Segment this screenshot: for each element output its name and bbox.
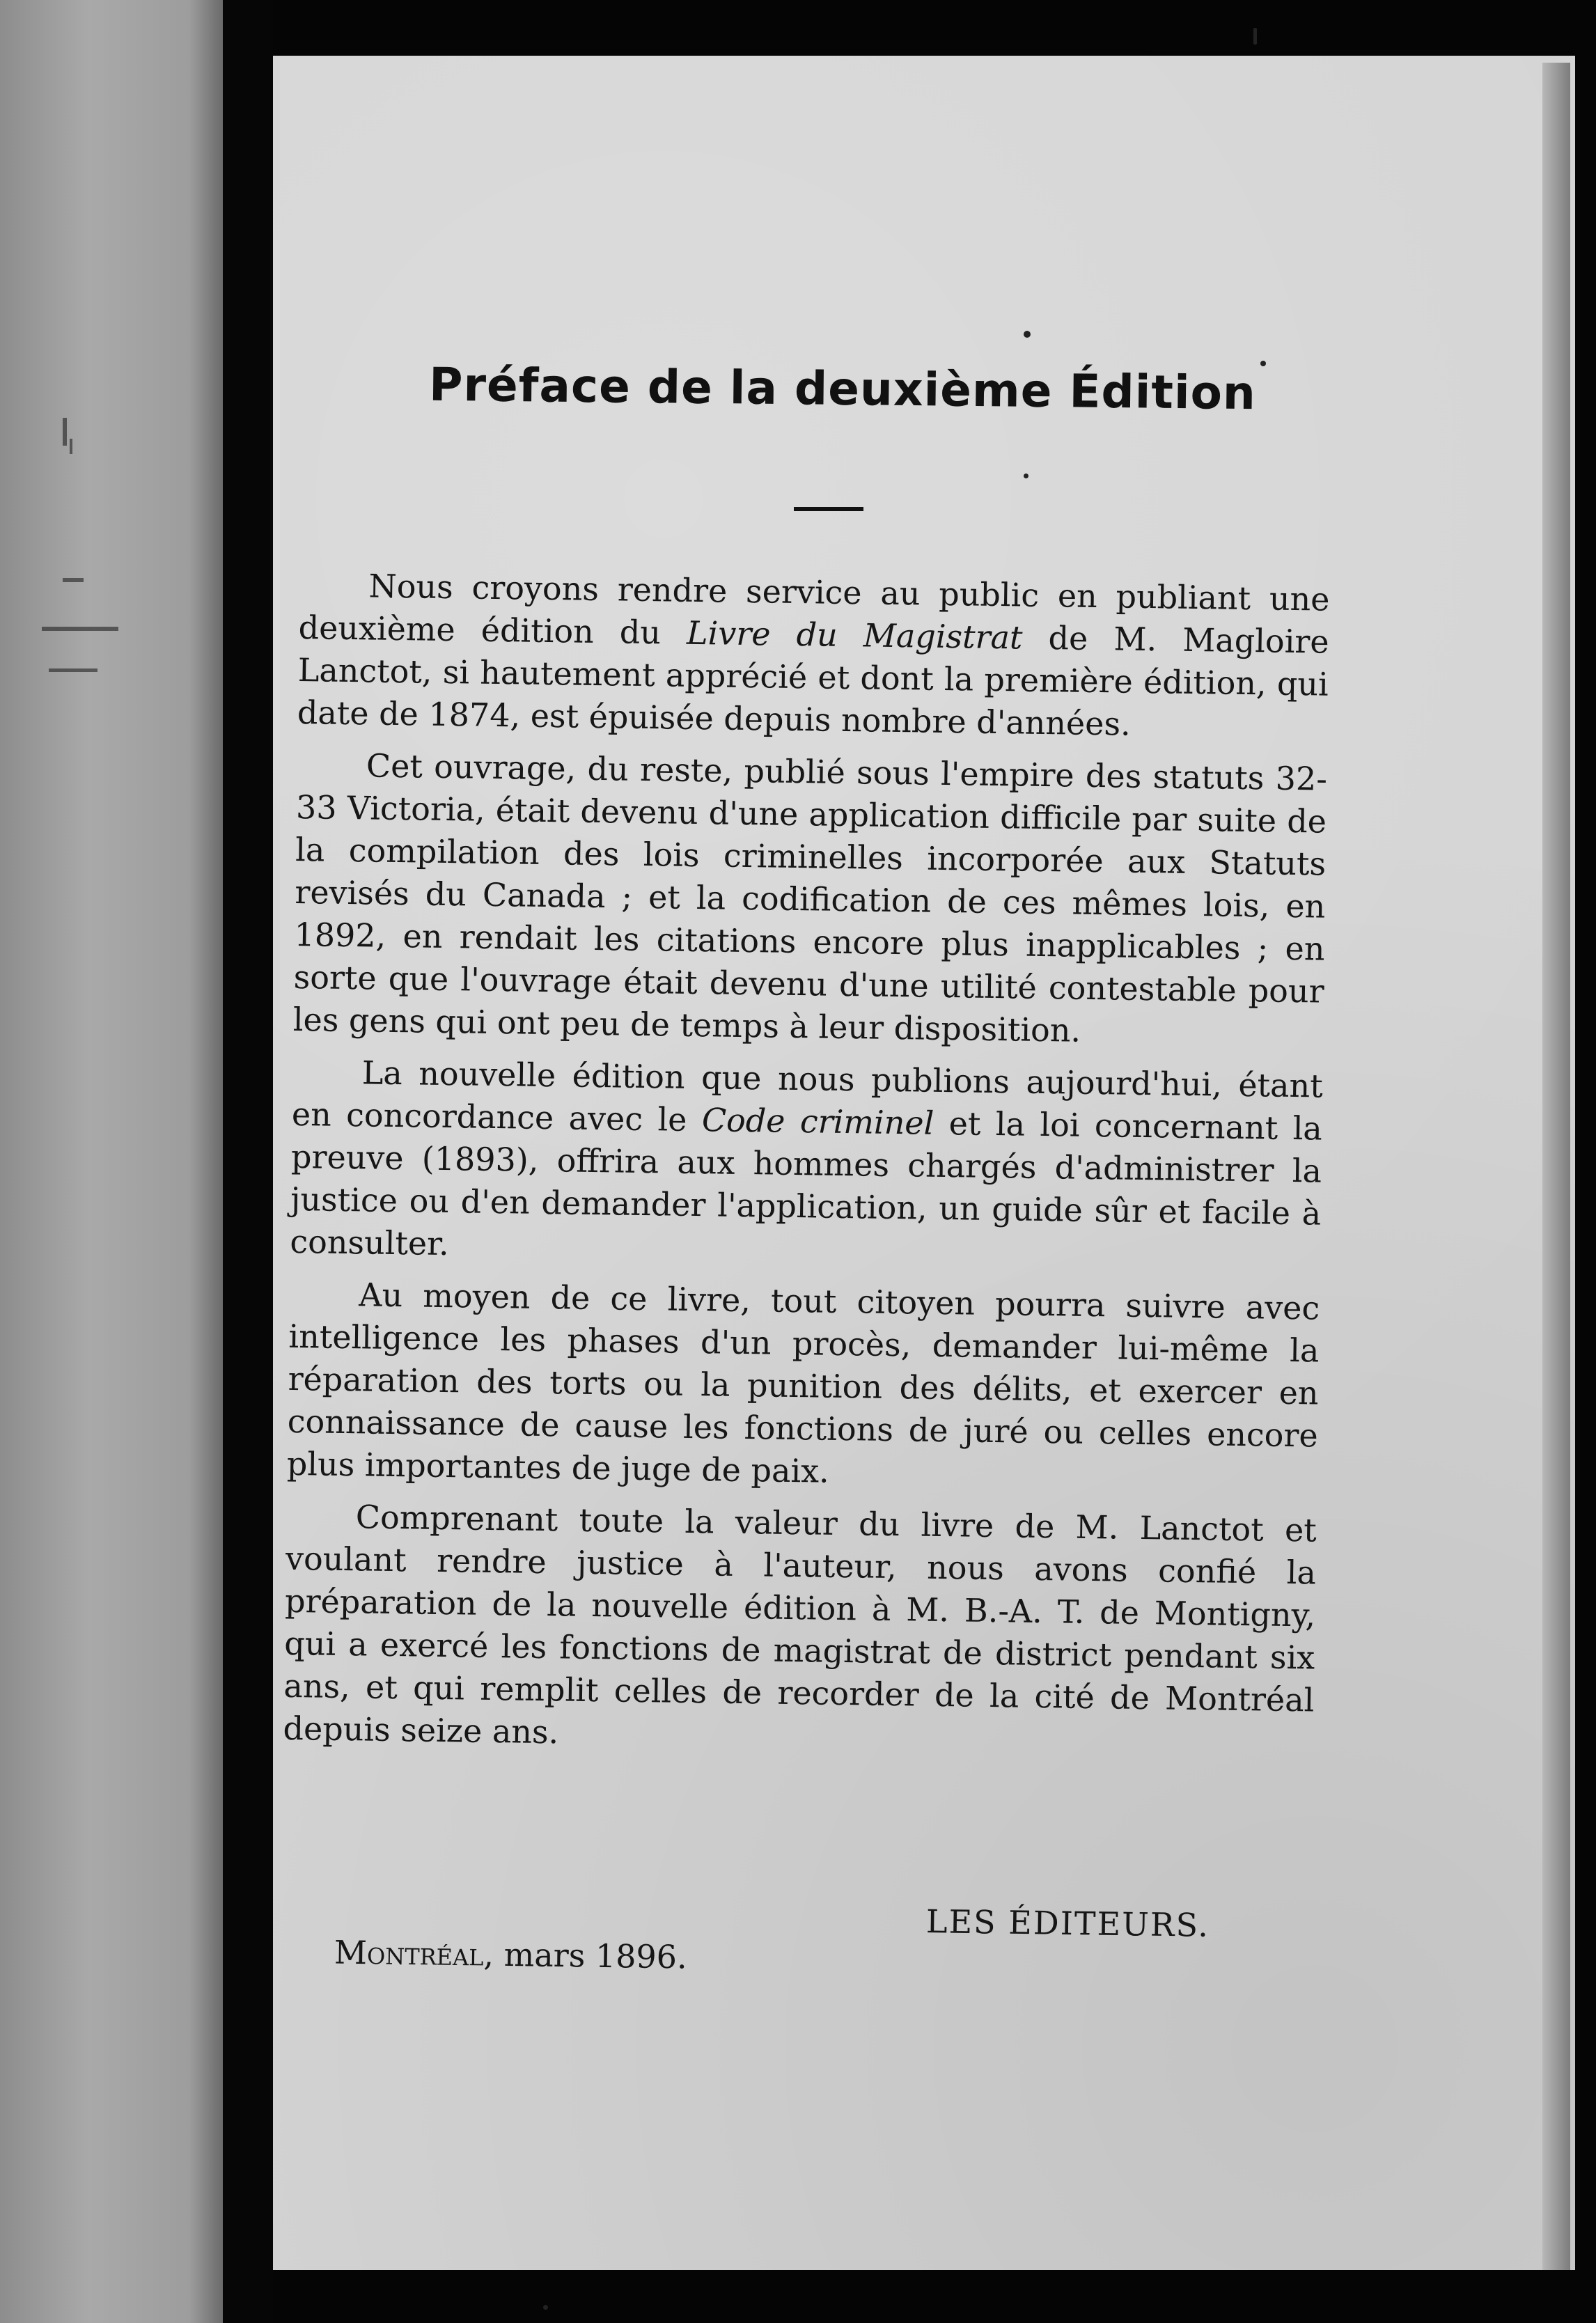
paragraph: Au moyen de ce livre, tout citoyen pourra suivre avec intelligence les phases d'un procès, demander lui-même la réparation des torts ou la punition des délits, et exercer en connaissance de cause les fonctions de juré ou celles encore plus importantes de juge de paix. xyxy=(286,1276,1320,1490)
paper-speck xyxy=(1024,331,1031,338)
book-title-italic: Livre du Magistrat xyxy=(686,613,1023,657)
paper-speck xyxy=(1024,474,1028,478)
paragraph: La nouvelle édition que nous publions aujourd'hui, étant en concordance avec le Code criminel et la loi concernant la preuve (1893), offrira aux hommes chargés d'administrer la justice ou d'en demander l'application, un guide sûr et facile à consulter. xyxy=(290,1054,1324,1263)
signature: LES ÉDITEURS. xyxy=(925,1902,1210,1944)
book-gutter xyxy=(223,0,273,2323)
paper-speck xyxy=(543,2305,548,2310)
paragraph: Cet ouvrage, du reste, publié sous l'empire des statuts 32-33 Victoria, était devenu d'une application difficile par suite de la compilation des lois criminelles incorporée aux Statuts revisés du Canada ; et la codification de ces mêmes lois, en 1892, en rendait les citations encore plus inapplicables ; en sorte que l'ouvrage était devenu d'une utilité contestable pour les gens qui ont peu de temps à leur disposition. xyxy=(292,746,1328,1049)
page-title: Préface de la deuxième Édition xyxy=(428,357,1257,421)
title-rule xyxy=(794,507,863,511)
dateline-date: , mars 1896. xyxy=(483,1935,688,1976)
paragraph: Comprenant toute la valeur du livre de M. Lanctot et voulant rendre justice à l'auteur, nous avons confié la préparation de la nouvelle édition à M. B.-A. T. de Montigny, qui a exercé les fonctions de magistrat de district pendant six ans, et qui remplit celles de recorder de la cité de Montréal depuis seize ans. xyxy=(283,1498,1317,1751)
dateline-place: Montréal xyxy=(334,1933,484,1973)
paper-speck xyxy=(1260,361,1266,366)
dateline xyxy=(334,1933,687,1976)
ink-mark xyxy=(63,418,67,446)
paper-speck xyxy=(1253,28,1257,45)
preface-body xyxy=(283,564,1330,1764)
previous-page-edge xyxy=(0,0,223,2323)
page-edge-shadow xyxy=(1542,63,1570,2270)
ink-mark xyxy=(70,439,72,454)
ink-mark xyxy=(49,668,97,672)
paragraph: Nous croyons rendre service au public en publiant une deuxième édition du Livre du Magistrat de M. Magloire Lanctot, si hautement apprécié et dont la première édition, qui date de 1874, est épuisée depuis nombre d'années. xyxy=(297,567,1330,743)
ink-mark xyxy=(63,578,84,582)
ink-mark xyxy=(42,627,118,631)
code-title-italic: Code criminel xyxy=(701,1101,934,1142)
